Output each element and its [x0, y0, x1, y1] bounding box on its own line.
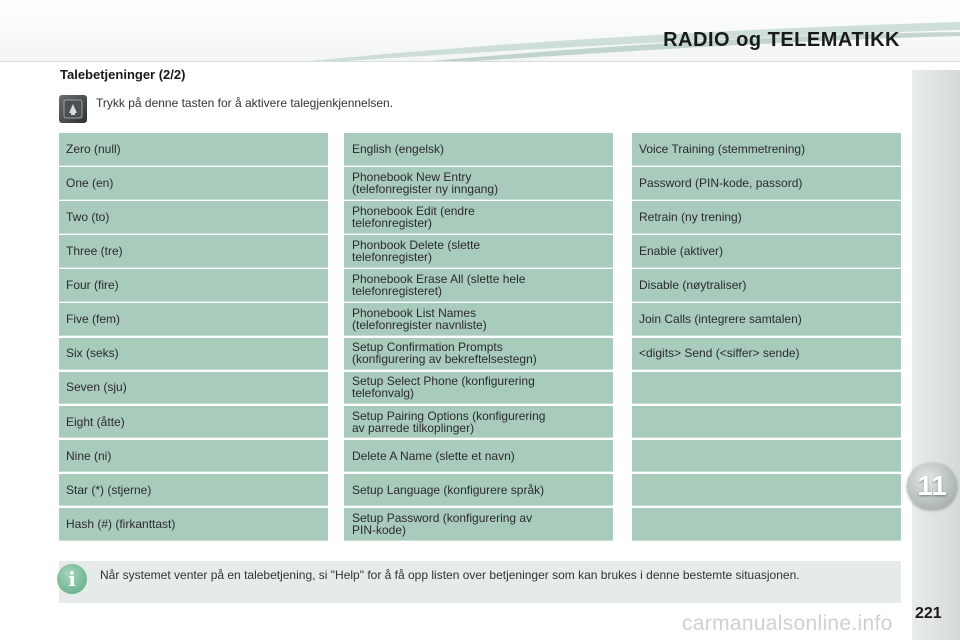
- command-cell: [344, 133, 613, 166]
- command-text: [639, 347, 800, 359]
- command-line: (konfigurering av bekreftelsestegn): [352, 352, 537, 367]
- section-title: Talebetjeninger (2/2): [60, 67, 186, 82]
- command-line: (telefonregister navnliste): [352, 318, 487, 333]
- command-cell: [632, 440, 901, 473]
- command-line: (telefonregister ny inngang): [352, 181, 499, 196]
- command-text: [66, 211, 109, 223]
- command-cell: [344, 235, 613, 268]
- command-line: Join Calls (integrere samtalen): [639, 312, 802, 327]
- command-line: Hash (#) (firkanttast): [66, 516, 176, 531]
- command-text: [352, 205, 475, 229]
- command-cell: [632, 372, 901, 405]
- command-line: Delete A Name (slette et navn): [352, 448, 515, 463]
- command-text: [66, 279, 119, 291]
- command-line: Eight (åtte): [66, 414, 125, 429]
- command-column-2: [344, 133, 613, 542]
- command-text: [66, 143, 121, 155]
- command-line: Nine (ni): [66, 448, 112, 463]
- command-text: [66, 347, 119, 359]
- chapter-title: RADIO og TELEMATIKK: [663, 29, 900, 51]
- command-line: English (engelsk): [352, 141, 445, 156]
- command-cell: [59, 474, 328, 507]
- command-line: <digits> Send (<siffer> sende): [639, 346, 800, 361]
- command-text: [352, 273, 525, 297]
- page-header: [0, 0, 960, 62]
- command-line: Six (seks): [66, 346, 119, 361]
- command-cell: [344, 201, 613, 234]
- command-line: Three (tre): [66, 244, 123, 259]
- command-text: [66, 313, 120, 325]
- command-cell: [632, 133, 901, 166]
- command-line: telefonregister): [352, 250, 433, 265]
- command-line: Phonbook Delete (slette: [352, 238, 481, 253]
- command-cell: [632, 201, 901, 234]
- command-cell: [59, 269, 328, 302]
- info-text: Når systemet venter på en talebetjening, si "Help" for å få opp listen over betjeninger som kan brukes i denne bestemte situasjonen.: [100, 568, 800, 582]
- command-line: Five (fem): [66, 312, 120, 327]
- command-line: Setup Pairing Options (konfigurering: [352, 408, 546, 423]
- command-text: [352, 143, 444, 155]
- command-line: telefonregisteret): [352, 284, 443, 299]
- command-cell: [59, 133, 328, 166]
- command-cell: [59, 167, 328, 200]
- command-text: [352, 375, 535, 399]
- command-line: Setup Password (konfigurering av: [352, 510, 533, 525]
- command-line: Zero (null): [66, 141, 121, 156]
- command-cell: [344, 372, 613, 405]
- command-text: [639, 211, 742, 223]
- command-line: Star (*) (stjerne): [66, 482, 152, 497]
- command-text: [352, 171, 498, 195]
- chapter-number-badge: 11: [907, 463, 957, 509]
- command-cell: [632, 474, 901, 507]
- command-line: Setup Confirmation Prompts: [352, 340, 503, 355]
- command-line: Four (fire): [66, 278, 119, 293]
- command-line: Password (PIN-kode, passord): [639, 175, 803, 190]
- command-line: Voice Training (stemmetrening): [639, 141, 806, 156]
- command-text: [66, 518, 175, 530]
- command-text: [639, 177, 802, 189]
- command-cell: [632, 167, 901, 200]
- page-number: 221: [915, 605, 942, 622]
- command-text: [352, 410, 545, 434]
- command-column-1: [59, 133, 328, 542]
- command-cell: [344, 406, 613, 439]
- command-cell: [59, 406, 328, 439]
- command-line: Enable (aktiver): [639, 244, 724, 259]
- command-line: Disable (nøytraliser): [639, 278, 747, 293]
- command-cell: [632, 235, 901, 268]
- command-text: [352, 239, 480, 263]
- command-cell: [344, 440, 613, 473]
- command-line: Setup Language (konfigurere språk): [352, 482, 545, 497]
- command-line: telefonvalg): [352, 386, 415, 401]
- command-text: [66, 177, 113, 189]
- command-text: [66, 416, 125, 428]
- command-cell: [344, 338, 613, 371]
- command-text: [352, 341, 537, 365]
- command-cell: [632, 269, 901, 302]
- command-text: [639, 245, 723, 257]
- command-text: [352, 307, 487, 331]
- command-text: [352, 484, 544, 496]
- command-cell: [344, 474, 613, 507]
- command-cell: [59, 440, 328, 473]
- command-cell: [344, 303, 613, 336]
- command-cell: [59, 338, 328, 371]
- command-text: [639, 279, 746, 291]
- watermark: carmanualsonline.info: [682, 612, 893, 635]
- command-cell: [59, 235, 328, 268]
- command-line: Setup Select Phone (konfigurering: [352, 374, 535, 389]
- command-line: Seven (sju): [66, 380, 127, 395]
- command-line: Phonebook List Names: [352, 306, 477, 321]
- command-cell: [632, 406, 901, 439]
- voice-button-icon: [59, 95, 87, 123]
- command-line: Retrain (ny trening): [639, 209, 742, 224]
- command-line: av parrede tilkoplinger): [352, 420, 475, 435]
- command-cell: [59, 372, 328, 405]
- command-text: [639, 313, 802, 325]
- command-cell: [344, 269, 613, 302]
- command-text: [352, 450, 515, 462]
- command-cell: [59, 508, 328, 541]
- command-cell: [632, 303, 901, 336]
- command-cell: [344, 167, 613, 200]
- command-line: telefonregister): [352, 215, 433, 230]
- command-text: [66, 381, 127, 393]
- command-text: [66, 484, 151, 496]
- chapter-side-bar: [912, 70, 960, 640]
- intro-text: Trykk på denne tasten for å aktivere talegjenkjennelsen.: [96, 96, 394, 110]
- info-icon: i: [57, 564, 87, 594]
- command-line: One (en): [66, 175, 114, 190]
- command-line: PIN-kode): [352, 522, 407, 537]
- command-cell: [59, 303, 328, 336]
- command-text: [66, 245, 123, 257]
- command-column-3: [632, 133, 901, 542]
- command-line: Phonebook New Entry: [352, 169, 472, 184]
- command-text: [639, 143, 805, 155]
- command-text: [352, 512, 532, 536]
- command-line: Two (to): [66, 209, 110, 224]
- command-cell: [344, 508, 613, 541]
- command-cell: [59, 201, 328, 234]
- command-cell: [632, 508, 901, 541]
- command-line: Phonebook Erase All (slette hele: [352, 272, 526, 287]
- command-line: Phonebook Edit (endre: [352, 203, 475, 218]
- command-cell: [632, 338, 901, 371]
- command-text: [66, 450, 111, 462]
